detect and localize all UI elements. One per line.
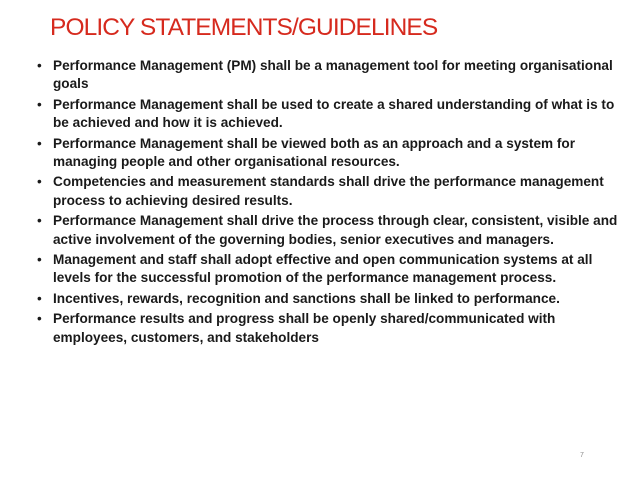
bullet-item: • Competencies and measurement standards shall drive the performance management process to achieving desired results. xyxy=(37,173,627,210)
bullet-item: • Incentives, rewards, recognition and sanctions shall be linked to performance. xyxy=(37,290,627,308)
bullet-list xyxy=(37,57,627,349)
bullet-item: • Performance Management (PM) shall be a management tool for meeting organisational goals xyxy=(37,57,627,94)
slide-title: POLICY STATEMENTS/GUIDELINES xyxy=(50,14,438,41)
bullet-item: • Management and staff shall adopt effective and open communication systems at all levels for the successful promotion of the performance management process. xyxy=(37,251,627,288)
bullet-item: • Performance Management shall be used to create a shared understanding of what is to be achieved and how it is achieved. xyxy=(37,96,627,133)
page-number: 7 xyxy=(580,452,584,459)
bullet-item: • Performance Management shall drive the process through clear, consistent, visible and active involvement of the governing bodies, senior executives and managers. xyxy=(37,212,627,249)
bullet-item: • Performance results and progress shall be openly shared/communicated with employees, customers, and stakeholders xyxy=(37,310,627,347)
bullet-item: • Performance Management shall be viewed both as an approach and a system for managing people and other organisational resources. xyxy=(37,135,627,172)
